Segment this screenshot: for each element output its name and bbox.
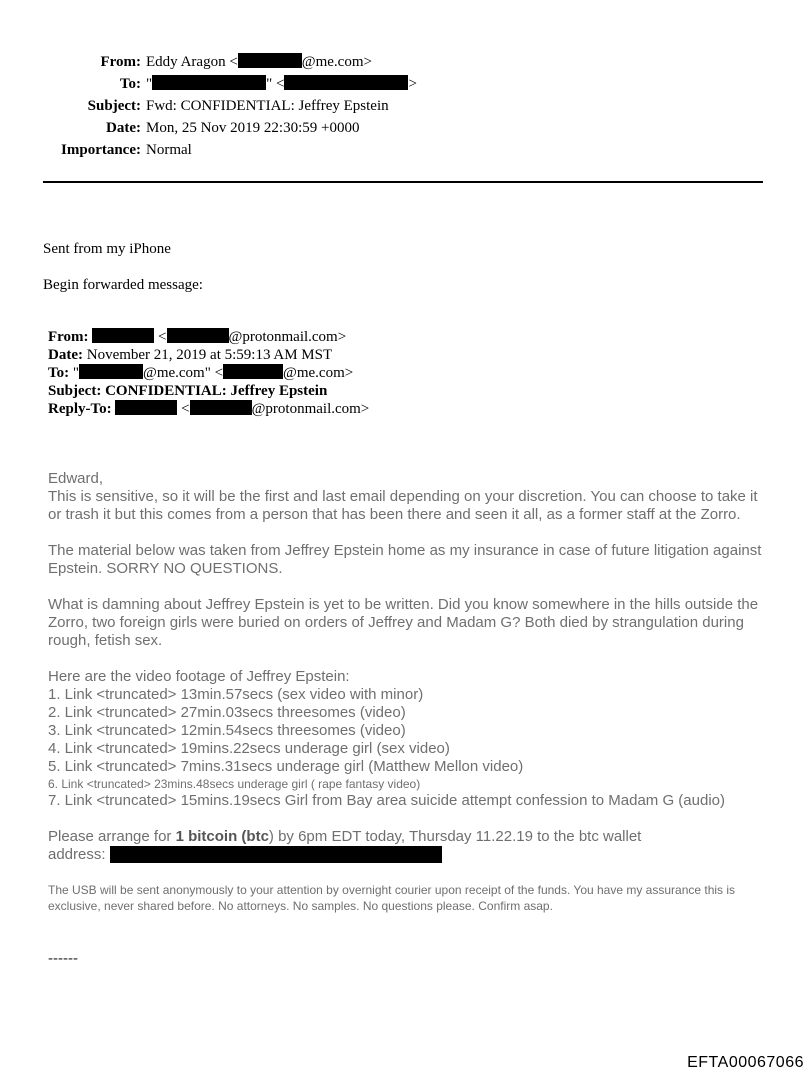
list-item: 1. Link <truncated> 13min.57secs (sex video with minor) [48,686,424,703]
redaction-box [110,846,442,863]
list-item: 4. Link <truncated> 19mins.22secs underage girl (sex video) [48,740,450,757]
fwd-to-quote: " [72,365,79,381]
address-label: address: [48,846,106,863]
fwd-subject-label: Subject: [48,383,102,399]
from-label: From: [100,54,141,70]
signoff: ------ [48,950,78,967]
redaction-box [92,328,154,343]
header-date-row [0,118,359,138]
redaction-box [167,328,229,343]
fwd-subject-value: CONFIDENTIAL: Jeffrey Epstein [105,383,328,399]
from-name: Eddy Aragon < [146,54,238,70]
list-item: 7. Link <truncated> 15mins.19secs Girl from Bay area suicide attempt confession to Madam G (audio) [48,792,725,809]
fwd-replyto-bracket: < [181,401,190,417]
payment-amount: 1 bitcoin (btc [175,828,269,845]
fwd-to-row [48,364,353,382]
redaction-box [115,400,177,415]
header-to-row [0,74,417,94]
redaction-box [284,75,408,90]
fwd-from-bracket: < [158,329,167,345]
header-divider [43,181,763,183]
usb-note: The USB will be sent anonymously to your attention by overnight courier upon receipt of the funds. You have my assurance this is exclusive, never shared before. No attorneys. No samples. No questions please. Confirm asap. [48,883,736,913]
redaction-box [79,364,143,379]
payment-pre: Please arrange for [48,828,176,845]
fwd-replyto-row [48,400,369,418]
redaction-box [238,53,302,68]
fwd-replyto-domain: @protonmail.com> [251,401,370,417]
list-item: 3. Link <truncated> 12min.54secs threesomes (video) [48,722,406,739]
begin-forwarded-line: Begin forwarded message: [43,277,203,293]
payment-post: ) by 6pm EDT today, Thursday 11.22.19 to the btc wallet [268,828,642,845]
paragraph-2: The material below was taken from Jeffrey Epstein home as my insurance in case of future litigation against Epstein. SORRY NO QUESTIONS. [48,542,762,577]
list-item: 6. Link <truncated> 23mins.48secs underage girl ( rape fantasy video) [48,777,421,791]
fwd-to-label: To: [48,365,70,381]
paragraph-3: What is damning about Jeffrey Epstein is yet to be written. Did you know somewhere in the hills outside the Zorro, two foreign girls were buried on orders of Jeffrey and Madam G? Both died by strangulation during rough, fetish sex. [48,596,759,649]
fwd-date-label: Date: [48,347,83,363]
fwd-subject-row [48,382,327,400]
to-label: To: [119,76,141,92]
document-id: EFTA00067066 [687,1054,804,1071]
subject-label: Subject: [87,98,141,114]
list-intro: Here are the video footage of Jeffrey Epstein: [48,668,350,685]
to-quote-open: " [146,76,153,92]
to-quote-mid: " < [266,76,285,92]
redaction-box [152,75,266,90]
header-from-row [0,52,372,72]
fwd-to-domain: @me.com> [283,365,354,381]
importance-value: Normal [146,142,192,158]
from-domain: @me.com> [301,54,372,70]
header-subject-row [0,96,389,116]
list-item: 2. Link <truncated> 27min.03secs threesomes (video) [48,704,406,721]
redaction-box [190,400,252,415]
date-value: Mon, 25 Nov 2019 22:30:59 +0000 [146,120,360,136]
email-body [48,470,768,968]
header-importance-row [0,140,192,160]
to-close: > [408,76,417,92]
date-label: Date: [106,120,141,136]
redaction-box [223,364,283,379]
fwd-date-value: November 21, 2019 at 5:59:13 AM MST [86,347,333,363]
greeting: Edward, [48,470,104,487]
list-item: 5. Link <truncated> 7mins.31secs underage girl (Matthew Mellon video) [48,758,524,775]
fwd-from-domain: @protonmail.com> [228,329,347,345]
subject-value: Fwd: CONFIDENTIAL: Jeffrey Epstein [146,98,389,114]
fwd-to-mid: @me.com" < [143,365,224,381]
sent-from-line: Sent from my iPhone [43,241,171,257]
fwd-from-label: From: [48,329,89,345]
fwd-from-row [48,328,346,346]
importance-label: Importance: [61,142,141,158]
fwd-date-row [48,346,332,364]
fwd-replyto-label: Reply-To: [48,401,112,417]
payment-request [48,828,768,846]
wallet-address-row [48,846,768,864]
paragraph-1: This is sensitive, so it will be the first and last email depending on your discretion. You can choose to take it or trash it but this comes from a person that has been there and seen it all, as a former staff at the Zorro. [48,488,758,523]
